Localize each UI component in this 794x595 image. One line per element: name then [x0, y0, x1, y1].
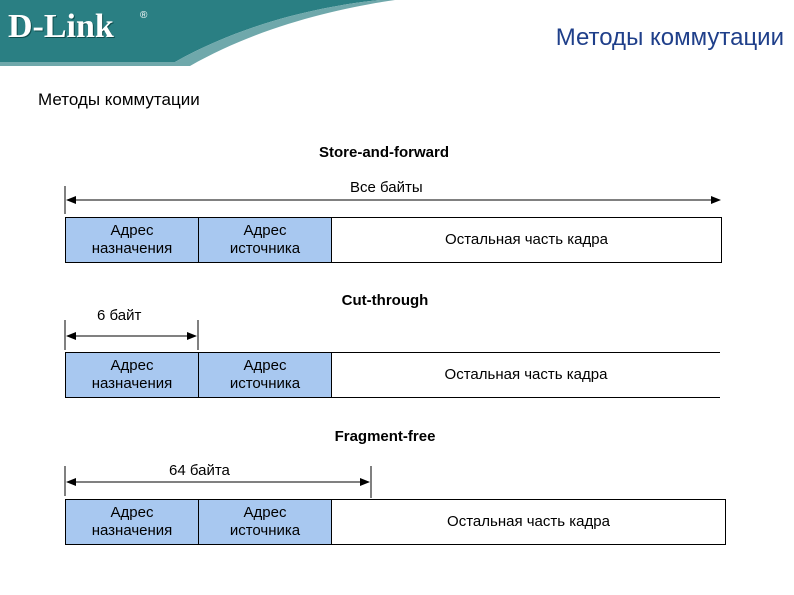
registered-mark: ® — [140, 10, 148, 21]
section-title-store-and-forward: Store-and-forward — [318, 144, 449, 161]
span-label-all-bytes: Все байты — [346, 179, 427, 196]
cell-rest-of-frame: Остальная часть кадра — [332, 500, 725, 544]
dlink-logo: D-Link — [8, 8, 114, 45]
cell-dest-address: Адрес назначения — [66, 500, 199, 544]
frame-cut-through — [65, 352, 720, 398]
cell-rest-of-frame: Остальная часть кадра — [332, 353, 720, 397]
slide-title: Методы коммутации — [555, 24, 784, 51]
cell-dest-address: Адрес назначения — [66, 218, 199, 262]
cell-src-address: Адрес источника — [199, 500, 332, 544]
page-subtitle: Методы коммутации — [38, 90, 200, 109]
cell-src-address: Адрес источника — [199, 353, 332, 397]
span-label-6-bytes: 6 байт — [97, 307, 142, 324]
frame-store-and-forward — [65, 217, 722, 263]
cell-dest-address: Адрес назначения — [66, 353, 199, 397]
cell-rest-of-frame: Остальная часть кадра — [332, 218, 721, 262]
frame-fragment-free — [65, 499, 726, 545]
cell-src-address: Адрес источника — [199, 218, 332, 262]
section-title-fragment-free: Fragment-free — [334, 428, 436, 445]
section-title-cut-through: Cut-through — [341, 292, 429, 309]
span-label-64-bytes: 64 байта — [169, 462, 230, 479]
